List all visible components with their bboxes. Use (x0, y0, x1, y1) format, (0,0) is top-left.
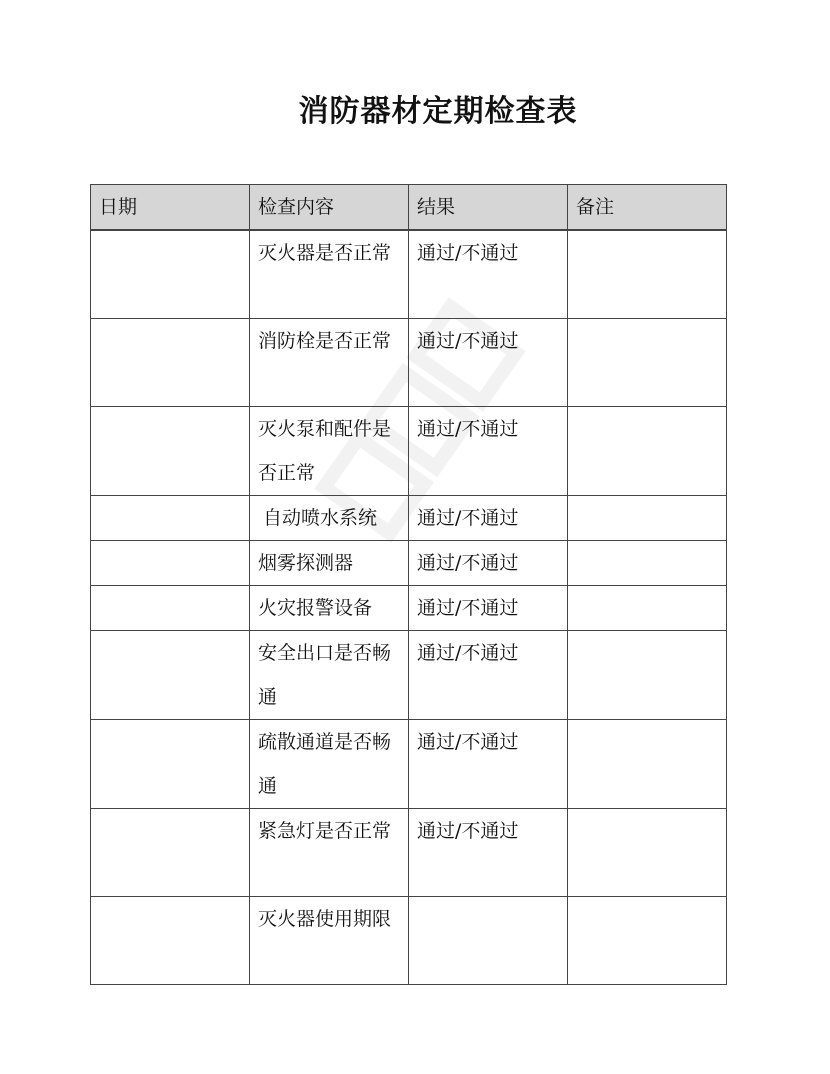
table-row (91, 319, 727, 407)
item-cell: 灭火器是否正常 (250, 230, 409, 319)
date-cell (91, 496, 250, 541)
item-cell: 灭火泵和配件是否正常 (250, 407, 409, 496)
item-cell: 安全出口是否畅通 (250, 631, 409, 720)
header-item: 检查内容 (250, 185, 409, 231)
date-cell (91, 809, 250, 897)
note-cell (568, 230, 727, 319)
result-cell: 通过/不通过 (409, 407, 568, 496)
table-row (91, 496, 727, 541)
note-cell (568, 541, 727, 586)
result-cell (409, 897, 568, 985)
table-row (91, 407, 727, 496)
header-result: 结果 (409, 185, 568, 231)
header-date: 日期 (91, 185, 250, 231)
note-cell (568, 809, 727, 897)
item-cell: 火灾报警设备 (250, 586, 409, 631)
date-cell (91, 586, 250, 631)
date-cell (91, 407, 250, 496)
note-cell (568, 496, 727, 541)
note-cell (568, 586, 727, 631)
result-cell: 通过/不通过 (409, 230, 568, 319)
note-cell (568, 319, 727, 407)
table-row (91, 230, 727, 319)
result-cell: 通过/不通过 (409, 631, 568, 720)
table-header-row (91, 185, 727, 231)
table-row (91, 720, 727, 809)
item-cell: 紧急灯是否正常 (250, 809, 409, 897)
table-row (91, 631, 727, 720)
item-cell: 消防栓是否正常 (250, 319, 409, 407)
result-cell: 通过/不通过 (409, 586, 568, 631)
note-cell (568, 407, 727, 496)
note-cell (568, 897, 727, 985)
result-cell: 通过/不通过 (409, 720, 568, 809)
item-cell: 灭火器使用期限 (250, 897, 409, 985)
date-cell (91, 541, 250, 586)
page-title: 消防器材定期检查表 (298, 94, 578, 129)
item-cell: 疏散通道是否畅通 (250, 720, 409, 809)
table-row (91, 809, 727, 897)
result-cell: 通过/不通过 (409, 541, 568, 586)
inspection-table (90, 184, 727, 985)
result-cell: 通过/不通过 (409, 809, 568, 897)
item-cell: 烟雾探测器 (250, 541, 409, 586)
table-row (91, 586, 727, 631)
result-cell: 通过/不通过 (409, 319, 568, 407)
note-cell (568, 631, 727, 720)
date-cell (91, 319, 250, 407)
date-cell (91, 631, 250, 720)
date-cell (91, 720, 250, 809)
note-cell (568, 720, 727, 809)
date-cell (91, 230, 250, 319)
table-row (91, 897, 727, 985)
header-note: 备注 (568, 185, 727, 231)
result-cell: 通过/不通过 (409, 496, 568, 541)
table-row (91, 541, 727, 586)
item-cell: 自动喷水系统 (250, 496, 409, 541)
date-cell (91, 897, 250, 985)
